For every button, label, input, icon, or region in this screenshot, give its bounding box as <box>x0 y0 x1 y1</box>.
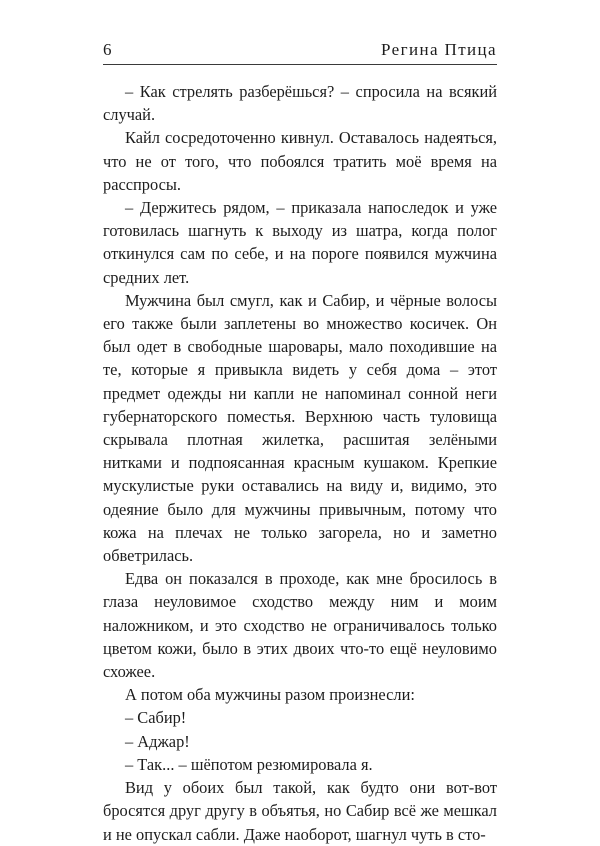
paragraph: Едва он показался в проходе, как мне бросилось в глаза неуловимое сходство между ним и моим наложником, и это сходство не ограничивалось только цветом кожи, было в этих двоих что-то ещё неуловимо схожее. <box>103 569 497 682</box>
paragraph: – Как стрелять разберёшься? – спросила на всякий случай. <box>103 82 497 125</box>
paragraph: – Держитесь рядом, – приказала напоследок и уже готовилась шагнуть к выходу из шатра, когда полог откинулся сам по себе, и на пороге появился мужчина средних лет. <box>103 198 497 287</box>
paragraph: – Сабир! <box>125 708 187 728</box>
page-number: 6 <box>103 40 112 59</box>
paragraph: Вид у обоих был такой, как будто они вот-вот бросятся друг другу в объятья, но Сабир всё же мешкал и не опускал сабли. Даже наоборот, шагнул чуть в сто- <box>103 778 497 844</box>
paragraph: – Так... – шёпотом резюмировала я. <box>125 754 373 774</box>
paragraph: – Аджар! <box>125 731 190 751</box>
header-rule <box>103 64 497 65</box>
body-text <box>103 80 497 846</box>
paragraph: Мужчина был смугл, как и Сабир, и чёрные волосы его также были заплетены во множество косичек. Он был одет в свободные шаровары, мало походившие на те, которые я привыкла видеть у себя дома – этот предмет одежды ни капли не напоминал сонной неги губернаторского поместья. Верхнюю часть туловища скрывала плотная жилетка, расшитая зелёными нитками и подпоясанная красным кушаком. Крепкие мускулистые руки оставались на виду и, видимо, это одеяние было для мужчины привычным, потому что кожа на плечах не только загорела, но и заметно обветрилась. <box>103 290 497 566</box>
page-header <box>103 40 497 64</box>
paragraph: Кайл сосредоточенно кивнул. Оставалось надеяться, что не от того, что побоялся тратить моё время на расспросы. <box>103 128 497 194</box>
running-title: Регина Птица <box>381 40 497 59</box>
paragraph: А потом оба мужчины разом произнесли: <box>125 685 415 705</box>
